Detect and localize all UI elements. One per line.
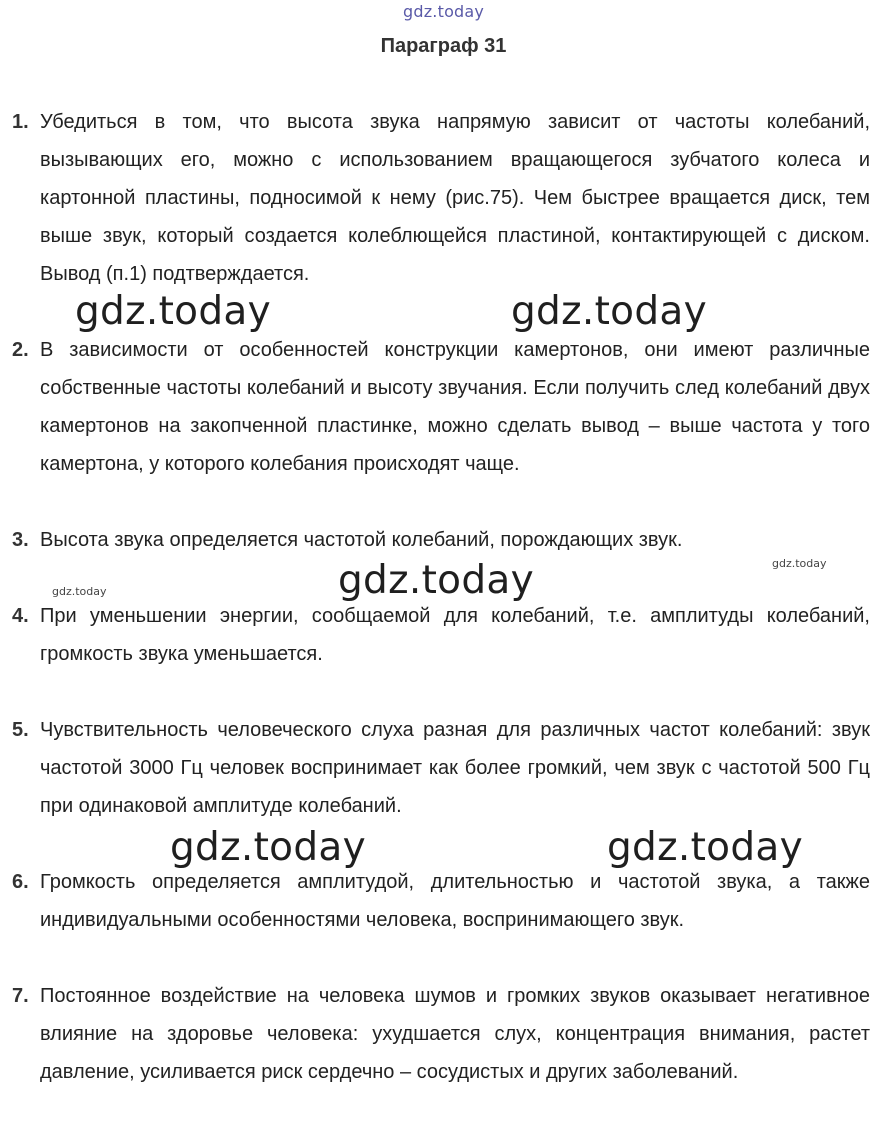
item-number: 4. <box>12 605 29 627</box>
list-item <box>12 331 870 483</box>
list-item <box>12 863 870 939</box>
list-item <box>12 103 870 293</box>
watermark-right-2: gdz.today <box>607 825 803 870</box>
item-text: Чувствительность человеческого слуха разная для различных частот колебаний: звук частотой 3000 Гц человек воспринимает как более громкий, чем звук с частотой 500 Гц при одинаковой амплитуде колебаний. <box>40 719 870 817</box>
item-number: 2. <box>12 339 29 361</box>
list-item <box>12 597 870 673</box>
item-text: При уменьшении энергии, сообщаемой для колебаний, т.е. амплитуды колебаний, громкость звука уменьшается. <box>40 605 870 665</box>
watermark-small-right: gdz.today <box>772 557 827 570</box>
item-number: 1. <box>12 111 29 133</box>
watermark-top: gdz.today <box>403 2 485 21</box>
item-text: Высота звука определяется частотой колебаний, порождающих звук. <box>40 529 683 551</box>
list-item <box>12 711 870 825</box>
list-item <box>12 521 870 559</box>
item-number: 6. <box>12 871 29 893</box>
watermark-small-left: gdz.today <box>52 585 107 598</box>
watermark-center: gdz.today <box>338 558 534 603</box>
item-number: 3. <box>12 529 29 551</box>
page-title: Параграф 31 <box>380 35 507 57</box>
item-text: Убедиться в том, что высота звука напрямую зависит от частоты колебаний, вызывающих его, можно с использованием вращающегося зубчатого колеса и картонной пластины, подносимой к нему (рис.75). Чем быстрее вращается диск, тем выше звук, который создается колеблющейся пластиной, контактирующей с диском. Вывод (п.1) подтверждается. <box>40 111 870 285</box>
item-number: 7. <box>12 985 29 1007</box>
watermark-left-2: gdz.today <box>170 825 366 870</box>
watermark-left-1: gdz.today <box>75 289 271 334</box>
item-text: В зависимости от особенностей конструкции камертонов, они имеют различные собственные частоты колебаний и высоту звучания. Если получить след колебаний двух камертонов на закопченной пластинке, можно сделать вывод – выше частота у того камертона, у которого колебания происходят чаще. <box>40 339 870 475</box>
item-text: Постоянное воздействие на человека шумов и громких звуков оказывает негативное влияние на здоровье человека: ухудшается слух, концентрация внимания, растет давление, усиливается риск сердечно – сосудистых и других заболеваний. <box>40 985 870 1083</box>
watermark-right-1: gdz.today <box>511 289 707 334</box>
item-text: Громкость определяется амплитудой, длительностью и частотой звука, а также индивидуальными особенностями человека, воспринимающего звук. <box>40 871 870 931</box>
list-item <box>12 977 870 1091</box>
item-number: 5. <box>12 719 29 741</box>
